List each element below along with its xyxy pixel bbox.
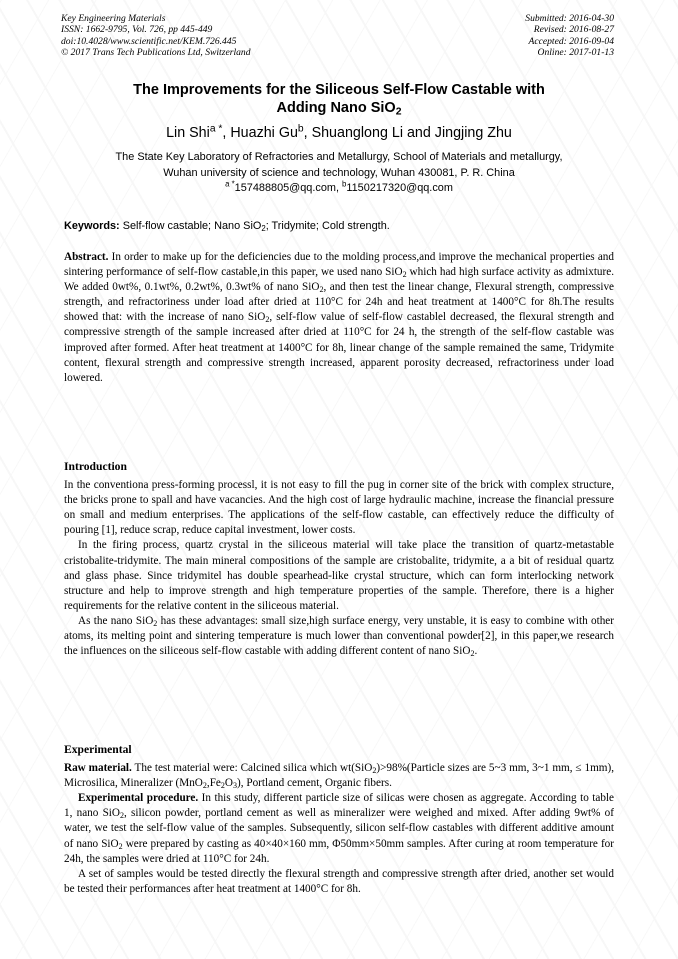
subscript: 2 xyxy=(120,811,125,821)
abstract-label: Abstract. xyxy=(64,251,109,263)
other-authors: , Shuanglong Li and Jingjing Zhu xyxy=(303,125,512,141)
introduction-heading: Introduction xyxy=(64,460,127,473)
introduction-section xyxy=(64,459,614,659)
publication-dates xyxy=(525,13,614,58)
procedure-text-2: , silicon powder, portland cement as well as mineralizer were weighed and mixed. After adding 9wt% of water, we test the self-flow value of the samples. Subsequently, silicon self-flow castables with different additive amount of nano SiO xyxy=(64,807,614,850)
intro-p3-text-1: As the nano SiO xyxy=(78,614,154,627)
email-b[interactable]: 1150217320@qq.com xyxy=(346,182,453,194)
issn-line: ISSN: 1662-9795, Vol. 726, pp 445-449 xyxy=(61,24,213,36)
online-date: Online: 2017-01-13 xyxy=(537,46,614,58)
title-text: Adding Nano SiO xyxy=(276,99,396,116)
raw-text-1: The test material were: Calcined silica which wt(SiO xyxy=(131,762,373,775)
procedure-paragraph xyxy=(64,791,614,866)
author-1: Lin Shi xyxy=(166,125,210,141)
testing-paragraph: A set of samples would be tested directly the flexural strength and compressive strength after dried, another set would be tested their performances after heat treatment at 1400°C for 8h. xyxy=(64,867,614,895)
subscript: 2 xyxy=(372,766,377,776)
author-2: Huazhi Gu xyxy=(230,125,298,141)
procedure-label: Experimental procedure. xyxy=(78,792,199,805)
subscript: 2 xyxy=(402,270,407,280)
email-a-marker: a * xyxy=(225,179,235,189)
subscript: 2 xyxy=(202,781,207,791)
title-subscript: 2 xyxy=(395,106,402,118)
revised-date: Revised: 2016-08-27 xyxy=(533,24,614,36)
experimental-section xyxy=(64,742,614,897)
submitted-date: Submitted: 2016-04-30 xyxy=(525,13,614,24)
raw-material-paragraph xyxy=(64,761,614,791)
author-list xyxy=(40,124,638,142)
keywords xyxy=(64,219,614,234)
subscript: 2 xyxy=(153,618,158,628)
subscript: 2 xyxy=(319,285,324,295)
procedure-text-3: were prepared by casting as 40×40×160 mm, Φ50mm×50mm samples. After curing at room temperature for 24h, the samples were dried at 110°C for 24h. xyxy=(64,837,614,865)
intro-p3-text-3: . xyxy=(474,645,478,658)
intro-paragraph-2: In the firing process, quartz crystal in the siliceous material will take place the transition of quartz-metastable cristobalite-tridymite. The main mineral compositions of the sample are cristobalite, tridymite, a a bit of residual quartz and glass phase. Since tridymitel has double spearhead-like crystal structure, which can form interlocking network structure and help to improve strength and high temperature properties of the sample. Therefore, there is a higher requirements for the relative content in the siliceous material. xyxy=(64,539,614,612)
abstract-paragraph xyxy=(64,250,614,386)
paper-title xyxy=(40,82,638,117)
title-line-2 xyxy=(40,100,638,118)
procedure-text-1: In this study, different particle size of silicas were chosen as aggregate. According to table 1, nano SiO xyxy=(64,792,614,820)
affiliation-line-1: The State Key Laboratory of Refractories and Metallurgy, School of Materials and metallurgy, xyxy=(115,151,563,163)
abstract-text-2: which had high surface activity as admixture. We added 0wt%, 0.1wt%, 0.2wt%, 0.3wt% of nano SiO xyxy=(64,266,615,294)
keywords-text-end: ; Tridymite; Cold strength. xyxy=(265,220,390,232)
accepted-date: Accepted: 2016-09-04 xyxy=(528,35,614,47)
author-emails xyxy=(40,181,638,196)
subscript: 2 xyxy=(118,841,123,851)
doi-line[interactable]: doi:10.4028/www.scientific.net/KEM.726.445 xyxy=(61,35,237,47)
keywords-subscript: 2 xyxy=(261,223,266,233)
subscript: 2 xyxy=(265,315,270,325)
experimental-heading: Experimental xyxy=(64,743,132,756)
subscript: 3 xyxy=(233,781,238,791)
author-separator: , xyxy=(222,125,231,141)
intro-paragraph-1: In the conventiona press-forming processl, it is not easy to fill the pug in corner site of the brick with complex structure, the bricks prone to spall and have vacancies. And the high cost of large hydraulic machine, increase the financial pressure on small and medium enterprises. The applications of the self-flow castable, can effectively reduce the difficulty of pouring [1], reduce scrap, reduce capital investment, lower costs. xyxy=(64,479,614,537)
intro-paragraph-3 xyxy=(64,614,614,659)
author-2-marker: b xyxy=(297,123,304,135)
abstract-text-3: , and then test the linear change, Flexural strength, compressive strength, and refractoriness under load after dried at 110°C for 24h and heat treatment at 1400°C for 8h.The results showed that: with the increase of nano SiO xyxy=(64,281,615,324)
subscript: 2 xyxy=(470,649,475,659)
affiliation xyxy=(40,150,638,181)
keywords-label: Keywords: xyxy=(64,220,120,232)
subscript: 2 xyxy=(220,781,225,791)
author-1-marker: a * xyxy=(209,123,223,135)
abstract-text-4: , self-flow value of self-flow castablel decreased, the flexural strength and compressive strength of the sample increased after dried at 110°C for 24 h, the strength of the self-flow castable was improved after formed. After heat treatment at 1400°C for 8h, linear change of the sample remained the same, Tridymite content, flexural strength and compressive strength increased, apparent porosity decreased, refractoriness under load lowered. xyxy=(64,311,614,384)
journal-name: Key Engineering Materials xyxy=(61,13,166,24)
intro-p3-text-2: has these advantages: small size,high surface energy, very unstable, it is easy to combine with other atoms, its melting point and sintering temperature is much lower than conventional powder[2], in this paper,we research the influences on the siliceous self-flow castable with adding different content of nano SiO xyxy=(64,614,614,658)
abstract-text-1: In order to make up for the deficiencies due to the molding process,and improve the mechanical properties and sintering performance of self-flow castable,in this paper, we used nano SiO xyxy=(64,251,614,279)
email-b-marker: b xyxy=(342,179,347,189)
email-a[interactable]: 157488805@qq.com, xyxy=(234,182,343,194)
raw-text-4: O xyxy=(224,777,234,790)
raw-text-3: ,Fe xyxy=(206,777,221,790)
raw-text-2: )>98%(Particle sizes are 5~3 mm, 3~1 mm, ≤ 1mm), Microsilica, Mineralizer (MnO xyxy=(64,762,614,790)
copyright-line: © 2017 Trans Tech Publications Ltd, Switzerland xyxy=(61,46,251,58)
keywords-text: Self-flow castable; Nano SiO xyxy=(119,220,262,232)
journal-info xyxy=(61,13,251,58)
raw-material-label: Raw material. xyxy=(64,762,132,775)
abstract xyxy=(64,250,614,386)
title-line-1: The Improvements for the Siliceous Self-Flow Castable with xyxy=(133,82,545,98)
raw-text-5: ), Portland cement, Organic fibers. xyxy=(237,777,392,790)
affiliation-line-2: Wuhan university of science and technology, Wuhan 430081, P. R. China xyxy=(163,166,515,179)
